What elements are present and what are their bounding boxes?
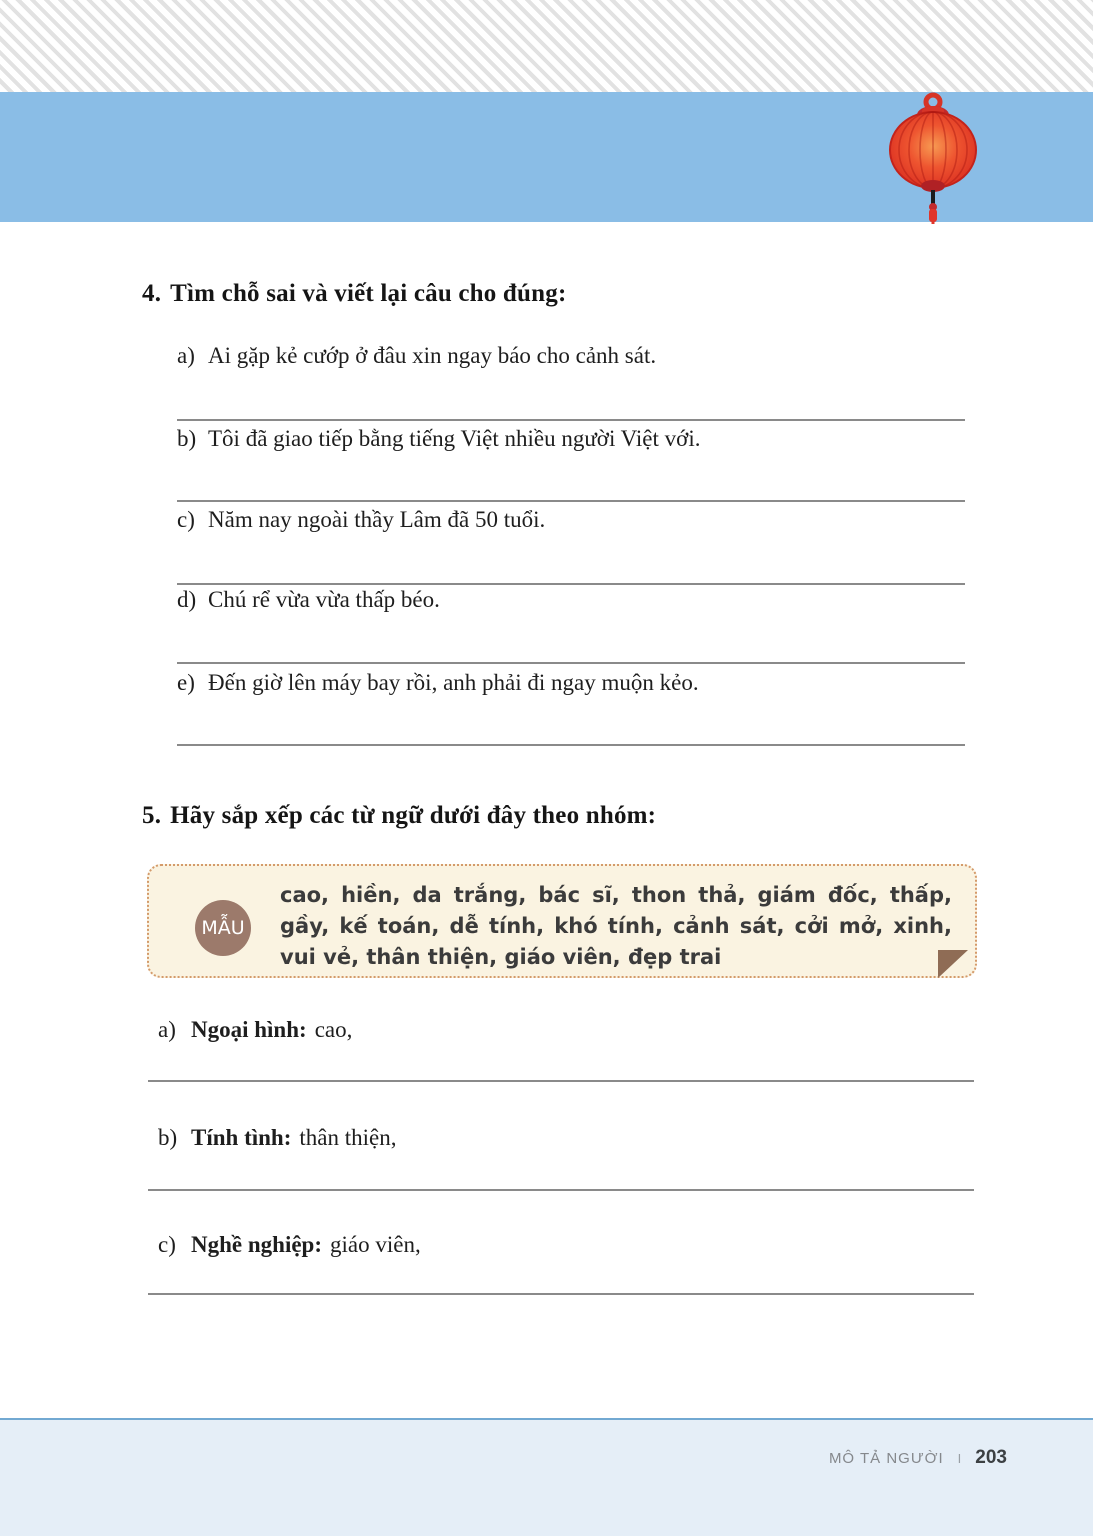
exercise4-title-text: Tìm chỗ sai và viết lại câu cho đúng:: [170, 280, 567, 307]
footer-band: [0, 1418, 1093, 1536]
item-label: b): [177, 426, 197, 451]
sample-word-list: cao, hiền, da trắng, bác sĩ, thon thả, giám đốc, thấp, gầy, kế toán, dễ tính, khó tính, cảnh sát, cởi mở, xinh, vui vẻ, thân thiện, giáo viên, đẹp trai: [280, 883, 952, 969]
exercise4-title: [142, 280, 566, 308]
answer-line: [177, 744, 965, 746]
exercise5-title-text: Hãy sắp xếp các từ ngữ dưới đây theo nhóm:: [170, 802, 657, 829]
item-label: e): [177, 670, 195, 695]
item-label: c): [177, 507, 195, 532]
exercise4-item-a: [177, 343, 656, 369]
footer-separator: I: [957, 1451, 962, 1466]
footer-chapter-title: MÔ TẢ NGƯỜI: [828, 1450, 944, 1467]
footer-pagination: [829, 1447, 1007, 1469]
group-answer: cao,: [314, 1017, 353, 1042]
item-label: b): [158, 1125, 178, 1150]
exercise4-item-c: [177, 507, 545, 533]
answer-line: [177, 662, 965, 664]
item-text: Ai gặp kẻ cướp ở đâu xin ngay báo cho cảnh sát.: [208, 343, 657, 368]
exercise4-item-e: [177, 670, 699, 696]
exercise5-group-a: [158, 1017, 352, 1043]
exercise4-number: 4.: [142, 280, 162, 307]
answer-line: [177, 419, 965, 421]
exercise4-item-d: [177, 587, 440, 613]
group-category: Tính tình:: [191, 1125, 292, 1150]
exercise5-number: 5.: [142, 802, 162, 829]
group-category: Nghề nghiệp:: [191, 1232, 322, 1257]
item-label: a): [177, 343, 195, 368]
exercise4-item-b: [177, 426, 700, 452]
item-text: Năm nay ngoài thầy Lâm đã 50 tuổi.: [208, 507, 546, 532]
answer-line: [148, 1189, 974, 1191]
group-answer: giáo viên,: [330, 1232, 421, 1257]
footer-page-number: 203: [975, 1447, 1007, 1468]
exercise5-group-b: [158, 1125, 396, 1151]
answer-line: [148, 1080, 974, 1082]
item-label: d): [177, 587, 197, 612]
item-label: a): [158, 1017, 176, 1042]
exercise5-group-c: [158, 1232, 421, 1258]
item-text: Đến giờ lên máy bay rồi, anh phải đi ngay muộn kẻo.: [208, 670, 699, 695]
red-lantern-icon: [888, 90, 978, 225]
answer-line: [177, 583, 965, 585]
group-answer: thân thiện,: [299, 1125, 397, 1150]
answer-line: [177, 500, 965, 502]
folded-corner-icon: [938, 950, 968, 978]
item-text: Tôi đã giao tiếp bằng tiếng Việt nhiều người Việt với.: [208, 426, 701, 451]
answer-line: [148, 1293, 974, 1295]
sample-word-box: [147, 864, 977, 978]
diagonal-stripes-banner: [0, 0, 1093, 92]
item-text: Chú rể vừa vừa thấp béo.: [208, 587, 440, 612]
sample-badge: MẪU: [195, 900, 251, 956]
item-label: c): [158, 1232, 176, 1257]
group-category: Ngoại hình:: [191, 1017, 307, 1042]
exercise5-title: [142, 802, 656, 830]
